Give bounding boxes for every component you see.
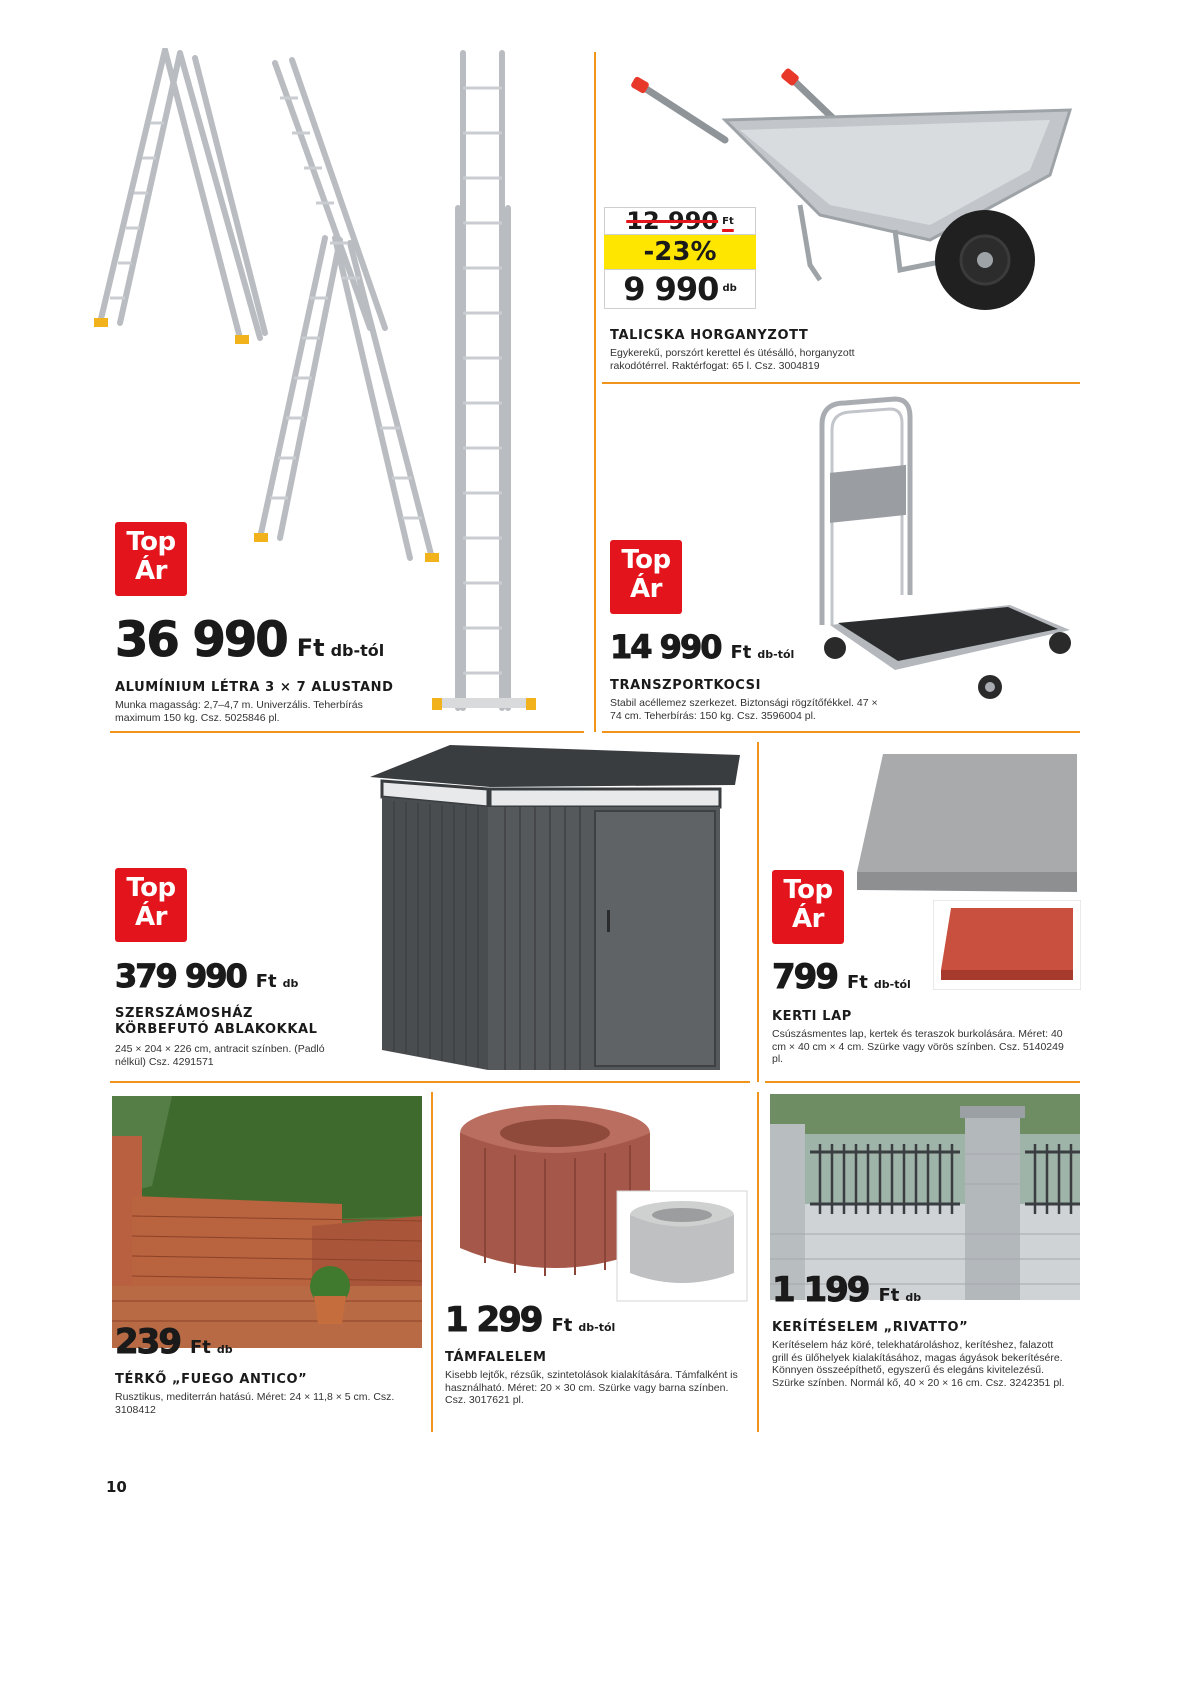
trolley-price: 14 990 Ft db-tól bbox=[610, 628, 795, 666]
brick-title: TÉRKŐ „FUEGO ANTICO” bbox=[115, 1372, 308, 1387]
shed-title-line1: SZERSZÁMOSHÁZ bbox=[115, 1006, 254, 1021]
retaining-wall-image bbox=[455, 1103, 750, 1303]
tile-title: KERTI LAP bbox=[772, 1009, 852, 1024]
retaining-wall-price: 1 299 Ft db-tól bbox=[445, 1300, 616, 1340]
wheelbarrow-description: Egykerekű, porszórt kerettel és ütésálló, horganyzott rakodótérrel. Raktérfogat: 65 l. Csz. 3004819 bbox=[610, 347, 855, 372]
top-ar-badge-ladder: Top Ár bbox=[115, 522, 187, 596]
ladder-price: 36 990 Ft db-tól bbox=[115, 612, 385, 668]
wheelbarrow-discount: -23% bbox=[604, 235, 756, 269]
fence-title: KERÍTÉSELEM „RIVATTO” bbox=[772, 1320, 969, 1335]
divider-horizontal-ladder bbox=[110, 731, 584, 733]
tile-red-image bbox=[933, 900, 1081, 990]
divider-horizontal-shed bbox=[110, 1081, 750, 1083]
divider-vertical-bottom-left bbox=[431, 1092, 433, 1432]
wheelbarrow-new-price: 9 990 $^{db}$ bbox=[604, 269, 756, 309]
top-ar-badge-tile: Top Ár bbox=[772, 870, 844, 944]
wheelbarrow-price-tag bbox=[604, 207, 756, 309]
fence-description: Kerítéselem ház köré, telekhatároláshoz, kerítéshez, falazott grill és ülőhelyek kialakításához, magas ágyások bekerítésére. Könnyen összeépíthető, egyszerű és elegáns kivitelezésű. Szürke színben. Normál kő, 40 × 20 × 16 cm. Csz. 3242351 pl. bbox=[772, 1339, 1065, 1389]
brick-description: Rusztikus, mediterrán hatású. Méret: 24 × 11,8 × 5 cm. Csz. 3108412 bbox=[115, 1391, 395, 1416]
brick-wall-image bbox=[112, 1096, 422, 1348]
shed-price: 379 990 Ft db bbox=[115, 957, 299, 995]
divider-horizontal-wheelbarrow bbox=[602, 382, 1080, 384]
retaining-wall-title: TÁMFALELEM bbox=[445, 1350, 547, 1365]
ladder-description: Munka magasság: 2,7–4,7 m. Univerzális. Teherbírás maximum 150 kg. Csz. 5025846 pl. bbox=[115, 699, 363, 724]
page-number: 10 bbox=[106, 1478, 127, 1496]
top-ar-badge-trolley: Top Ár bbox=[610, 540, 682, 614]
tile-price: 799 Ft db-tól bbox=[772, 957, 911, 997]
trolley-description: Stabil acéllemez szerkezet. Biztonsági rögzítőfékkel. 47 × 74 cm. Teherbírás: 150 kg. Csz. 3596004 pl. bbox=[610, 697, 878, 722]
top-ar-badge-shed: Top Ár bbox=[115, 868, 187, 942]
shed-image bbox=[370, 745, 740, 1075]
divider-horizontal-tile bbox=[765, 1081, 1080, 1083]
brick-price: 239 Ft db bbox=[115, 1322, 233, 1362]
divider-vertical-middle bbox=[757, 742, 759, 1082]
divider-horizontal-trolley bbox=[602, 731, 1080, 733]
wheelbarrow-old-price: 12 990 $^{Ft}$ bbox=[604, 207, 756, 235]
trolley-title: TRANSZPORTKOCSI bbox=[610, 678, 762, 693]
trolley-image bbox=[810, 395, 1080, 700]
tile-gray-image bbox=[855, 752, 1085, 894]
shed-title-line2: KÖRBEFUTÓ ABLAKOKKAL bbox=[115, 1022, 318, 1037]
tile-description: Csúszásmentes lap, kertek és teraszok burkolására. Méret: 40 cm × 40 cm × 4 cm. Szürke vagy vörös színben. Csz. 5140249 pl. bbox=[772, 1028, 1064, 1065]
ladder-title: ALUMÍNIUM LÉTRA 3 × 7 ALUSTAND bbox=[115, 680, 394, 695]
shed-description: 245 × 204 × 226 cm, antracit színben. (Padló nélkül) Csz. 4291571 bbox=[115, 1043, 325, 1068]
fence-price: 1 199 Ft db bbox=[772, 1270, 922, 1310]
retaining-wall-description: Kisebb lejtők, rézsűk, szintetolások kialakítására. Támfalként is használható. Méret: 20 × 30 cm. Szürke vagy barna színben. Csz. 3017621 pl. bbox=[445, 1369, 738, 1406]
divider-vertical-top bbox=[594, 52, 596, 732]
divider-vertical-bottom-right bbox=[757, 1092, 759, 1432]
wheelbarrow-title: TALICSKA HORGANYZOTT bbox=[610, 328, 809, 343]
